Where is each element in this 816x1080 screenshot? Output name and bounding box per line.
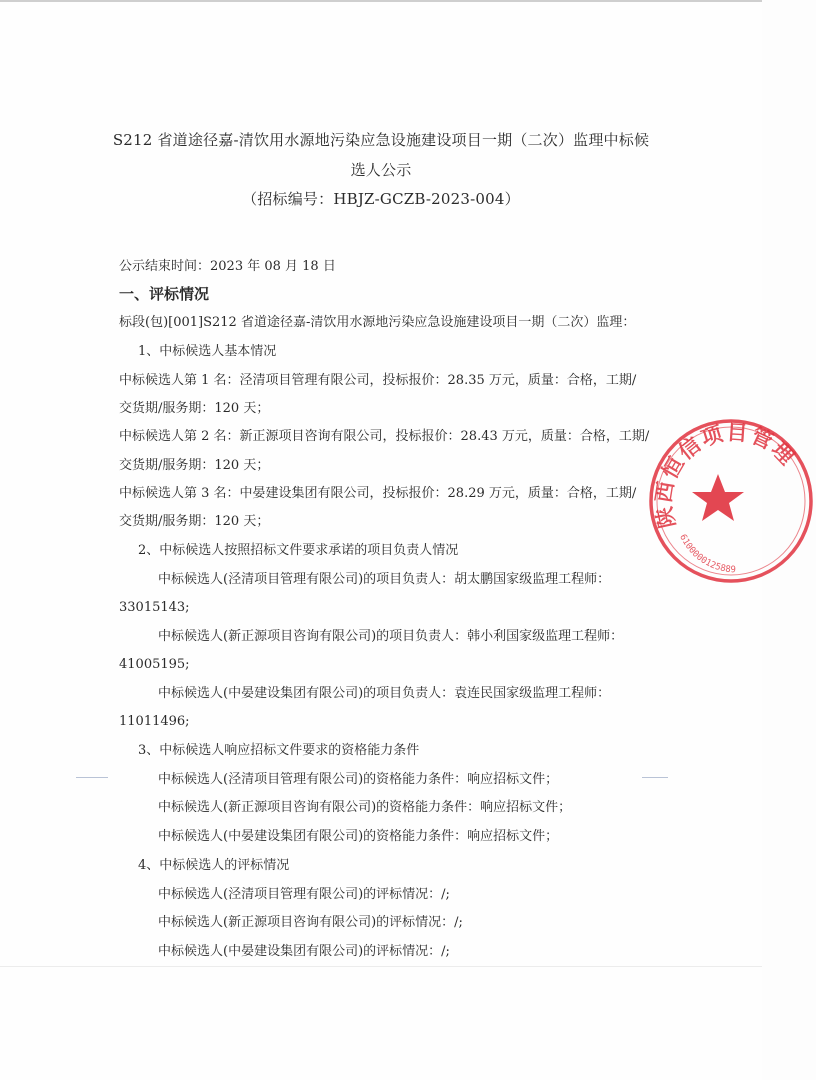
qualification-3: 中标候选人(中晏建设集团有限公司)的资格能力条件：响应招标文件； <box>158 829 559 844</box>
manager-1-line-1: 中标候选人(泾清项目管理有限公司)的项目负责人：胡太鹏国家级监理工程师： <box>158 572 611 587</box>
subheading-project-manager: 2、中标候选人按照招标文件要求承诺的项目负责人情况 <box>138 543 459 558</box>
subheading-qualification: 3、中标候选人响应招标文件要求的资格能力条件 <box>138 743 420 758</box>
scan-top-edge <box>0 0 762 2</box>
subheading-basic-info: 1、中标候选人基本情况 <box>138 344 277 359</box>
evaluation-1: 中标候选人(泾清项目管理有限公司)的评标情况：/; <box>158 887 450 902</box>
manager-2-line-2: 41005195; <box>119 657 190 672</box>
section-heading-evaluation: 一、评标情况 <box>119 285 210 303</box>
candidate-2-line-1: 中标候选人第 2 名：新正源项目咨询有限公司，投标报价：28.43 万元，质量：合格，工期/ <box>119 429 650 444</box>
candidate-3-line-1: 中标候选人第 3 名：中晏建设集团有限公司，投标报价：28.29 万元，质量：合格，工期/ <box>119 486 637 501</box>
manager-1-line-2: 33015143; <box>119 600 190 615</box>
title-line-1: S212 省道途径嘉-清饮用水源地污染应急设施建设项目一期（二次）监理中标候 <box>112 131 650 149</box>
candidate-1-line-1: 中标候选人第 1 名：泾清项目管理有限公司，投标报价：28.35 万元，质量：合格，工期/ <box>119 373 637 388</box>
manager-3-line-2: 11011496; <box>119 714 190 729</box>
qualification-2: 中标候选人(新正源项目咨询有限公司)的资格能力条件：响应招标文件； <box>158 800 572 815</box>
scan-speck-right <box>642 777 668 778</box>
evaluation-2: 中标候选人(新正源项目咨询有限公司)的评标情况：/; <box>158 915 463 930</box>
tender-number: （招标编号：HBJZ-GCZB-2023-004） <box>242 190 520 208</box>
seal-text: 陕西恒信项目管理 <box>651 420 801 531</box>
qualification-1: 中标候选人(泾清项目管理有限公司)的资格能力条件：响应招标文件； <box>158 772 559 787</box>
title-line-2: 选人公示 <box>350 161 412 179</box>
seal-number: 6100000125889 <box>677 532 737 576</box>
evaluation-3: 中标候选人(中晏建设集团有限公司)的评标情况：/; <box>158 944 450 959</box>
publicity-end-time: 公示结束时间：2023 年 08 月 18 日 <box>119 259 336 274</box>
seal-star-icon <box>692 474 744 521</box>
candidate-1-line-2: 交货期/服务期：120 天； <box>119 401 270 416</box>
bid-section-label: 标段(包)[001]S212 省道途径嘉-清饮用水源地污染应急设施建设项目一期（二次）监理： <box>119 315 636 330</box>
manager-3-line-1: 中标候选人(中晏建设集团有限公司)的项目负责人：袁连民国家级监理工程师： <box>158 686 611 701</box>
candidate-2-line-2: 交货期/服务期：120 天； <box>119 458 270 473</box>
subheading-evaluation: 4、中标候选人的评标情况 <box>138 858 290 873</box>
scan-speck-left <box>76 777 108 778</box>
manager-2-line-1: 中标候选人(新正源项目咨询有限公司)的项目负责人：韩小利国家级监理工程师： <box>158 629 624 644</box>
red-star-seal-icon <box>646 416 816 586</box>
candidate-3-line-2: 交货期/服务期：120 天； <box>119 514 270 529</box>
scan-fold-line <box>0 966 762 967</box>
